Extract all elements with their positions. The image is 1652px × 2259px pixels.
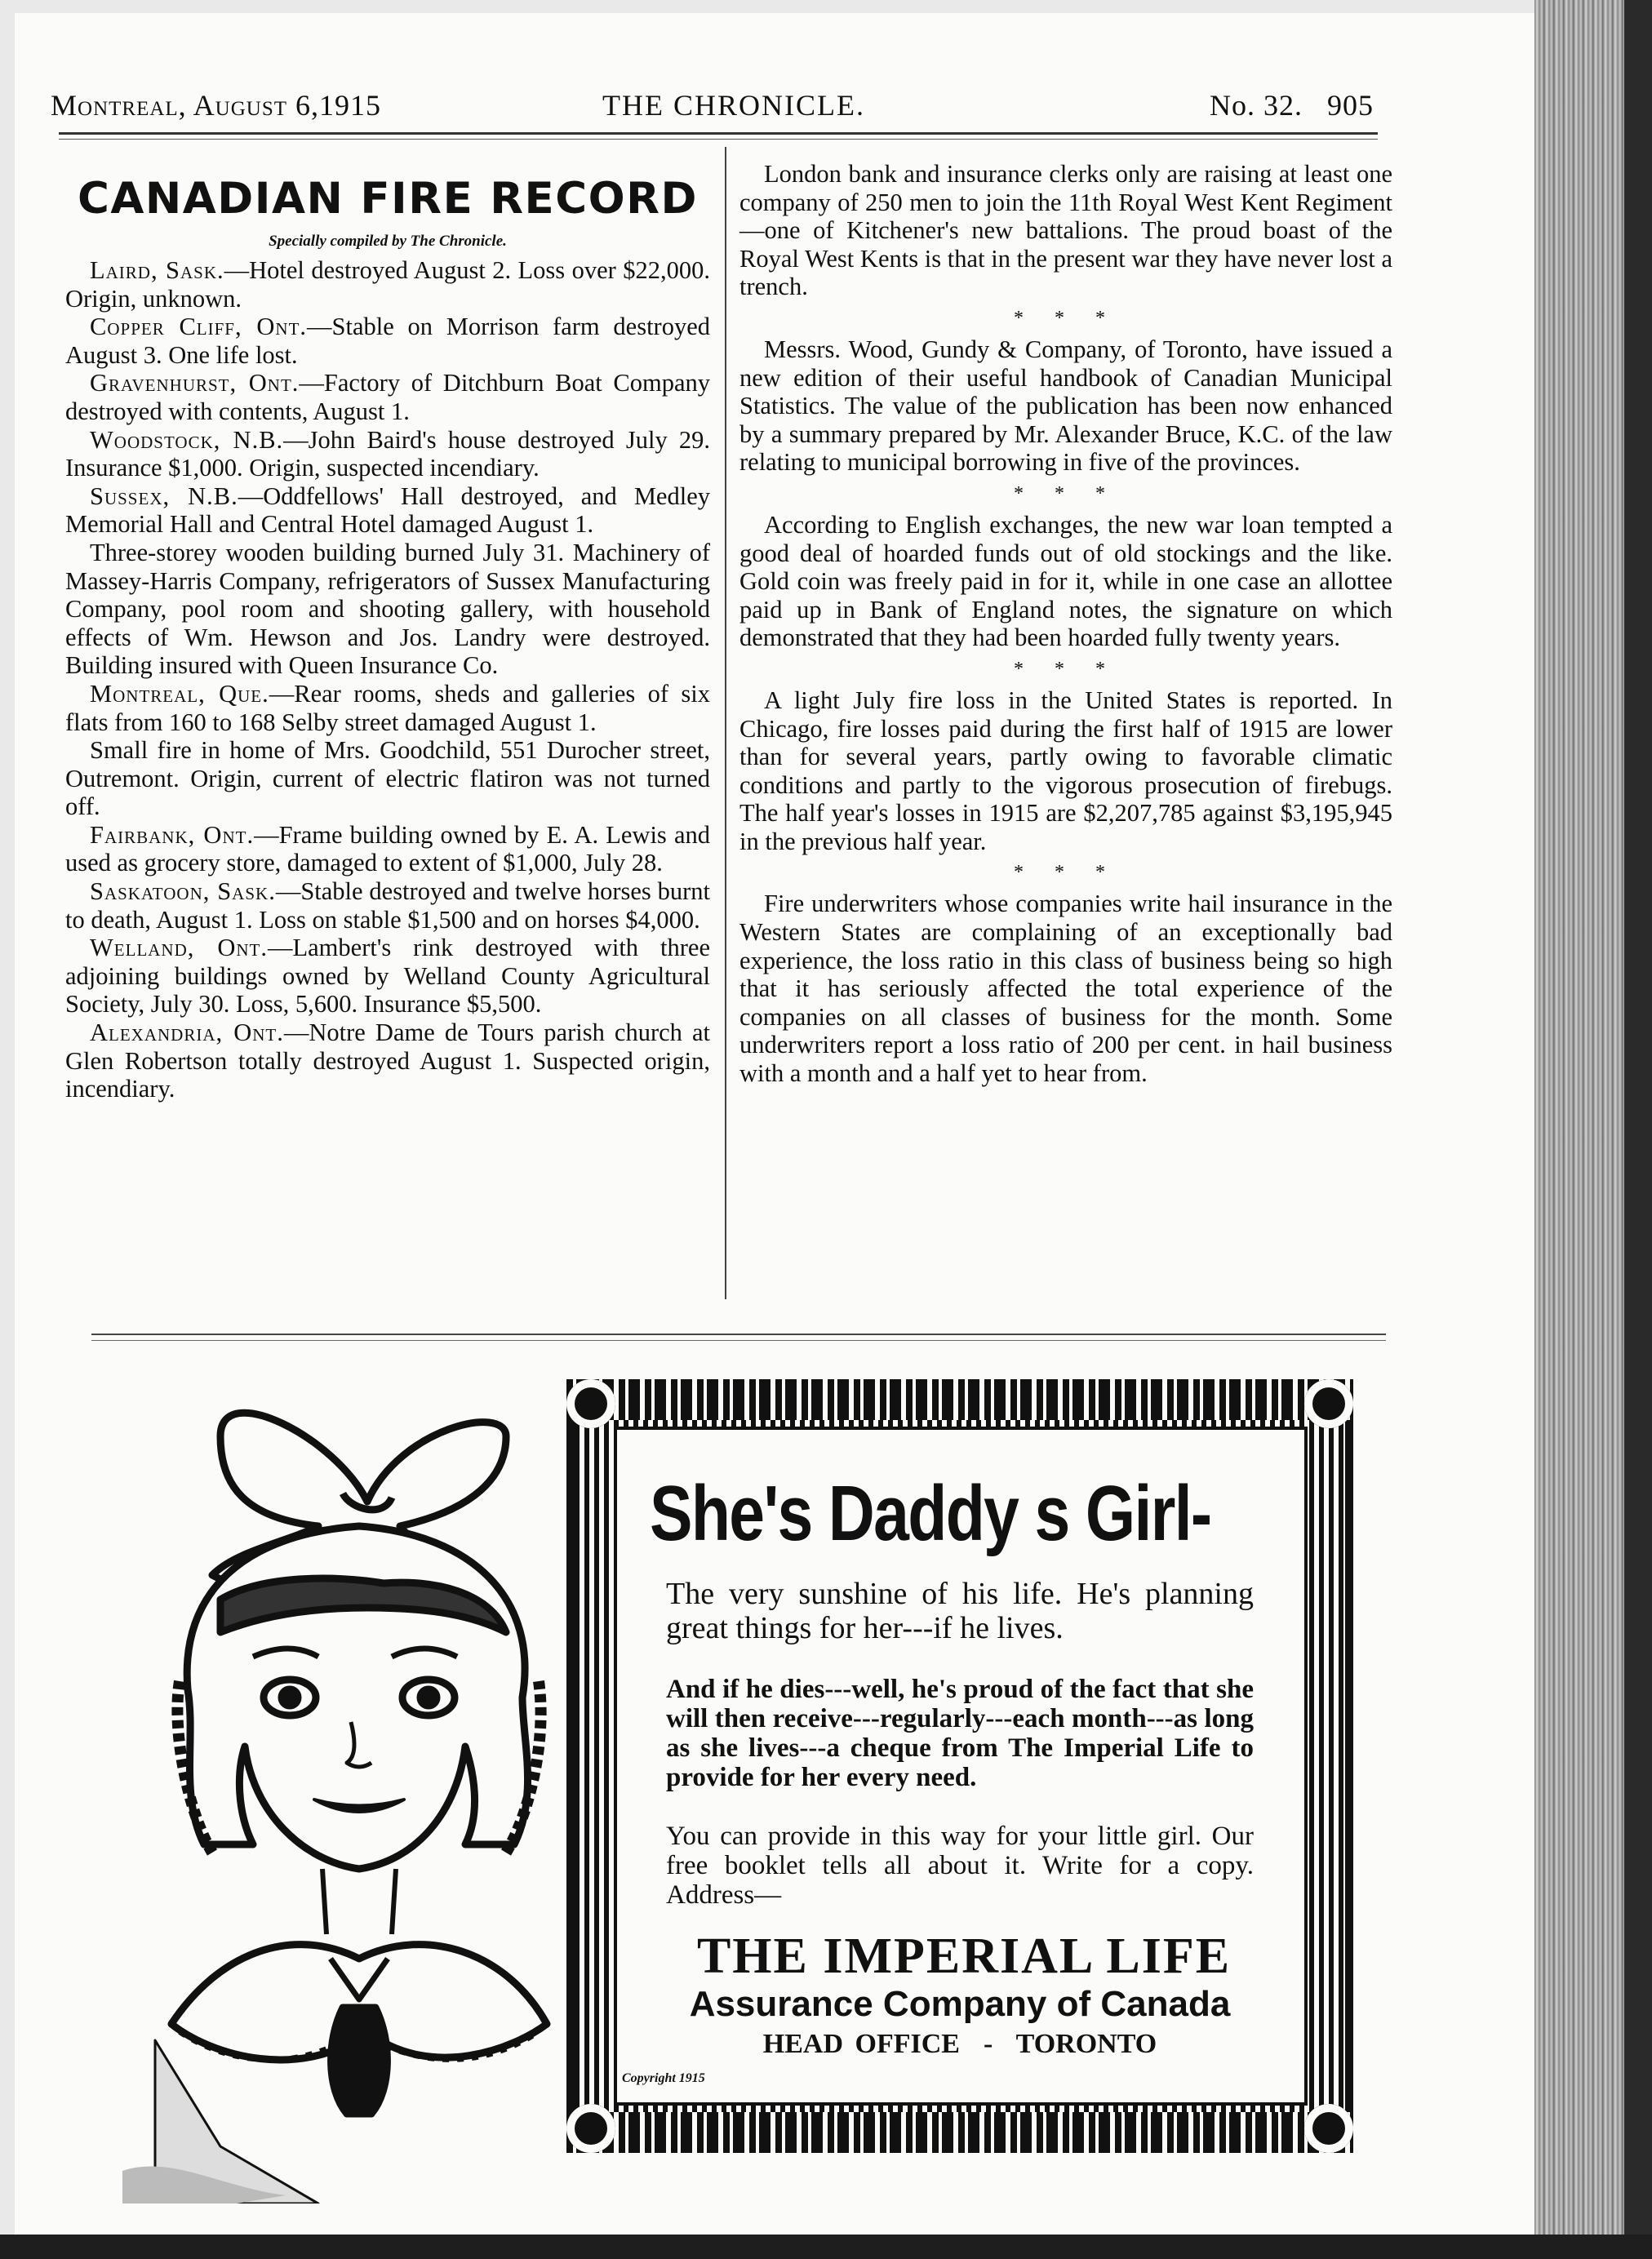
fire-entry-text: Three-storey wooden building burned July 31. Machinery of Massey-Harris Company, refrigerators of Sussex Manufacturing Company, pool room and shooting gallery, with household effects of Wm. Hewson and Jos. Landry were destroyed. Building insured with Queen Insurance Co. — [65, 538, 710, 680]
ornament-corner-icon — [566, 1379, 615, 1428]
header-rule — [59, 132, 1378, 135]
scan-bottom-edge — [0, 2235, 1652, 2259]
fire-entry-text: —John Baird's house destroyed July 29. Insurance $1,000. Origin, suspected incendiary. — [65, 425, 710, 482]
running-head-title: THE CHRONICLE. — [602, 89, 865, 122]
ad-company-subtitle: Assurance Company of Canada — [689, 1984, 1231, 2024]
ornament-corner-icon — [1304, 1379, 1353, 1428]
fire-entry-place: Alexandria, Ont. — [90, 1019, 284, 1047]
fire-record-column — [65, 160, 710, 1103]
column-rule — [725, 147, 726, 1299]
news-paragraph: Fire underwriters whose companies write hail insurance in the Western States are complaining of an exceptionally bad experience, the loss ratio in this class of business being so high that it has seriously affected the total experience of the companies on all classes of business for the month. Some underwriters report a loss ratio of 200 per cent. in hail business with a month and a half yet to hear from. — [739, 890, 1392, 1088]
fire-entry-place: Copper Cliff, Ont. — [90, 313, 308, 341]
ornament-corner-icon — [566, 2104, 615, 2153]
section-separator: * * * — [1014, 482, 1118, 504]
fire-entry-place: Fairbank, Ont. — [90, 820, 255, 849]
advertisement — [614, 1427, 1308, 2106]
fire-entry-text: —Hotel destroyed August 2. Loss over $22,000. Origin, unknown. — [65, 256, 711, 313]
fire-record-byline: Specially compiled by The Chronicle. — [269, 233, 507, 250]
fire-entry-text: —Factory of Ditchburn Boat Company destroyed with contents, August 1. — [65, 369, 710, 425]
section-separator: * * * — [1014, 307, 1118, 329]
fire-entry-text: —Frame building owned by E. A. Lewis and used as grocery store, damaged to extent of $1,000, July 28. — [65, 820, 710, 877]
running-head-page: No. 32. 905 — [1210, 89, 1374, 122]
news-paragraph: Messrs. Wood, Gundy & Company, of Toronto, have issued a new edition of their useful handbook of Canadian Municipal Statistics. The value of the publication has been now enhanced by a summary prepared by Mr. Alexander Bruce, K.C. of the law relating to municipal borrowing in five of the provinces. — [739, 335, 1392, 477]
fire-entry-text: —Oddfellows' Hall destroyed, and Medley Memorial Hall and Central Hotel damaged August 1. — [65, 482, 710, 539]
fire-entry — [65, 934, 710, 1019]
ad-paragraph-1: The very sunshine of his life. He's planning great things for her---if he lives. — [666, 1577, 1254, 1645]
ad-head-office: HEAD OFFICE - TORONTO — [762, 2029, 1157, 2059]
fire-entry-place: Woodstock, N.B. — [90, 425, 284, 454]
section-separator: * * * — [1014, 862, 1118, 884]
ad-border-bottom — [566, 2112, 1353, 2153]
fire-entry-place: Montreal, Que. — [90, 679, 269, 708]
girl-illustration — [122, 1387, 580, 2204]
ad-paragraph-3: You can provide in this way for your little girl. Our free booklet tells all about it. Write for a copy. Address— — [666, 1822, 1254, 1910]
news-notes — [739, 160, 1392, 1088]
fire-entry — [65, 539, 710, 680]
ad-company-name: THE IMPERIAL LIFE — [696, 1928, 1232, 1984]
ad-copyright: Copyright 1915 — [622, 2071, 705, 2085]
ad-paragraph-2: And if he dies---well, he's proud of the fact that she will then receive---regularly---each month---as long as she lives---a cheque from The Imperial Life to provide for her every need. — [666, 1675, 1254, 1792]
section-rule-thin — [91, 1340, 1386, 1341]
fire-record-headline: CANADIAN FIRE RECORD — [78, 174, 698, 224]
fire-record-entries — [65, 256, 710, 1103]
fire-entry — [65, 736, 710, 821]
running-head-date: Montreal, August 6,1915 — [51, 89, 382, 122]
fire-entry-text: Small fire in home of Mrs. Goodchild, 551 Durocher street, Outremont. Origin, current of electric flatiron was not turned off. — [65, 736, 710, 821]
fire-entry — [65, 369, 710, 425]
header-rule-thin — [59, 139, 1378, 140]
fire-entry — [65, 426, 710, 482]
section-rule — [91, 1334, 1386, 1335]
fire-entry — [65, 821, 710, 877]
news-notes-column — [739, 160, 1392, 1111]
fire-entry — [65, 877, 710, 934]
fire-entry-text: —Stable on Morrison farm destroyed August 3. One life lost. — [65, 313, 710, 369]
news-paragraph: According to English exchanges, the new war loan tempted a good deal of hoarded funds out of old stockings and the like. Gold coin was freely paid in for it, while in one case an allottee paid up in Bank of England notes, the signature on which demonstrated that they had been hoarded fully twenty years. — [739, 510, 1392, 652]
section-separator: * * * — [1014, 658, 1118, 680]
ornament-corner-icon — [1304, 2104, 1353, 2153]
fire-entry-place: Gravenhurst, Ont. — [90, 369, 300, 397]
fire-entry-text: —Rear rooms, sheds and galleries of six flats from 160 to 168 Selby street damaged August 1. — [65, 679, 711, 736]
ad-border-top — [566, 1379, 1353, 1420]
ad-headline: She's Daddy s Girl- — [650, 1470, 1211, 1557]
fire-entry-place: Saskatoon, Sask. — [90, 877, 276, 906]
fire-entry — [65, 256, 710, 313]
fire-entry-place: Sussex, N.B. — [90, 482, 238, 510]
news-paragraph: A light July fire loss in the United States is reported. In Chicago, fire losses paid during the first half of 1915 are lower than for several years, partly owing to favorable climatic conditions and partly to the vigorous prosecution of firebugs. The half year's losses in 1915 are $2,207,785 against $3,195,945 in the previous half year. — [739, 686, 1392, 855]
fire-entry-text: —Lambert's rink destroyed with three adjoining buildings owned by Welland County Agricultural Society, July 30. Loss, 5,600. Insurance $5,500. — [65, 934, 710, 1019]
news-paragraph: London bank and insurance clerks only are raising at least one company of 250 men to join the 11th Royal West Kent Regiment—one of Kitchener's new battalions. The proud boast of the Royal West Kents is that in the present war they have never lost a trench. — [739, 160, 1392, 301]
fire-entry-text: —Stable destroyed and twelve horses burnt to death, August 1. Loss on stable $1,500 and on horses $4,000. — [65, 877, 710, 934]
fire-entry — [65, 482, 710, 539]
fire-entry-text: —Notre Dame de Tours parish church at Glen Robertson totally destroyed August 1. Suspected origin, incendiary. — [65, 1019, 710, 1103]
fire-entry — [65, 680, 710, 736]
fire-entry — [65, 313, 710, 369]
fire-entry-place: Welland, Ont. — [90, 934, 269, 962]
book-edge-shadow — [1624, 0, 1652, 2259]
fire-entry — [65, 1019, 710, 1103]
fire-entry-place: Laird, Sask. — [90, 256, 224, 284]
